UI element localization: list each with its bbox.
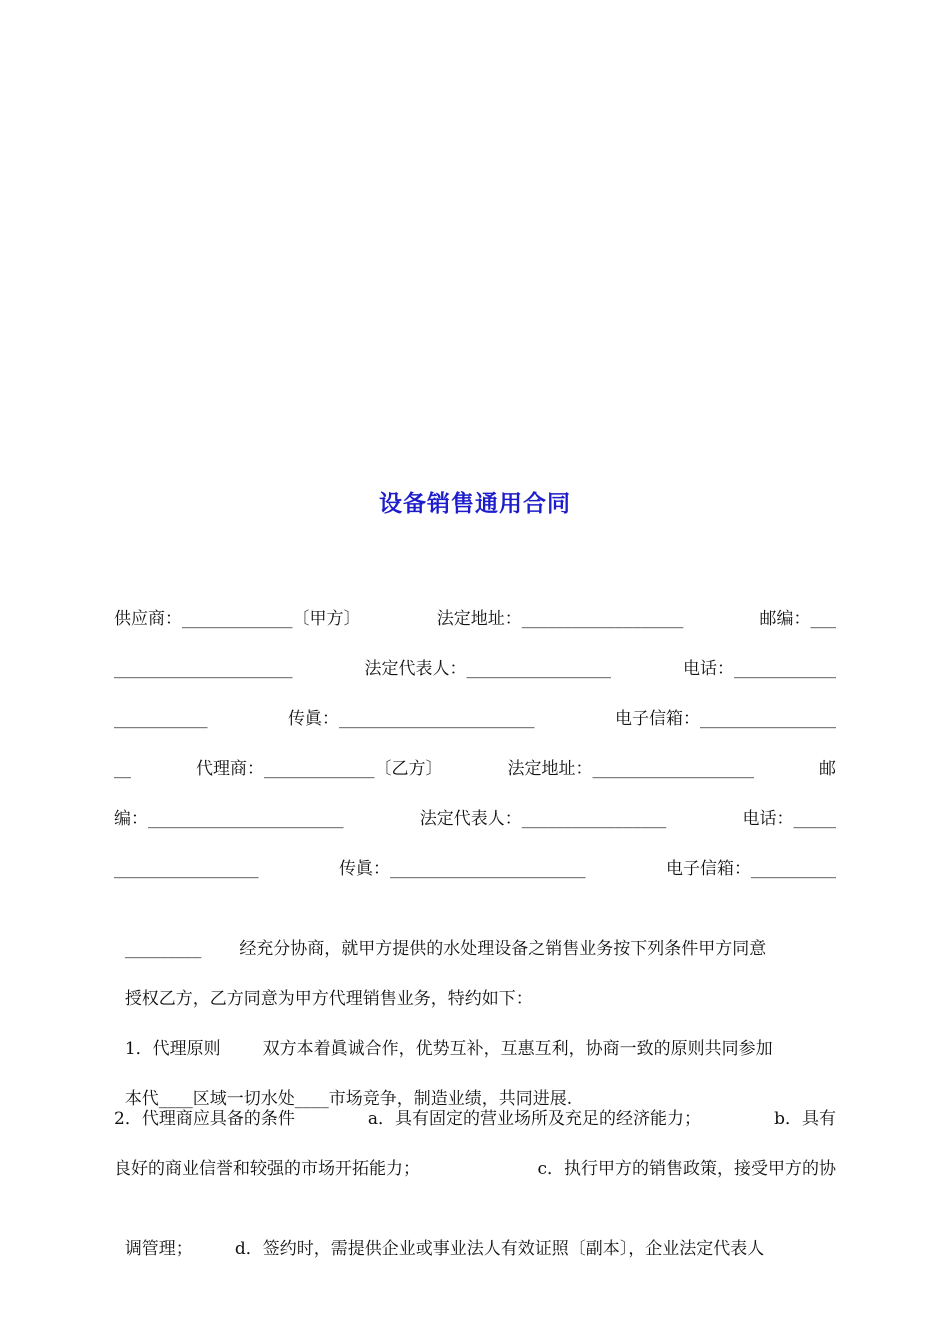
address-field: 法定地址：___________________: [436, 609, 684, 629]
clause-text: 双方本着眞诚合作，优势互补，互惠互利，协商一致的原则共同参加: [262, 1039, 773, 1059]
clause-2-line-2: [114, 1154, 836, 1184]
party-b-line-3: [114, 854, 836, 884]
party-a-line-2: [114, 654, 836, 684]
clause-text: 良好的商业信誉和较强的市场开拓能力；: [114, 1159, 420, 1179]
fax-field: 传眞：_______________________: [288, 709, 535, 729]
legal-rep-field: 法定代表人：_________________: [364, 659, 611, 679]
agent-field: 代理商：_____________〔乙方〕: [196, 759, 443, 779]
phone-field: 电话：_____: [742, 809, 836, 829]
party-a-line-3: [114, 704, 836, 734]
email-field: 电子信箱：________________: [615, 709, 836, 729]
address-field: 法定地址：___________________: [507, 759, 754, 779]
clause-2-line-1: [114, 1104, 836, 1134]
phone-field: 电话：____________: [683, 659, 836, 679]
clause-item-c: c．执行甲方的销售政策，接受甲方的协: [537, 1159, 836, 1179]
email-field: 电子信箱：__________: [666, 859, 836, 879]
clause-item-b: b．具有: [774, 1109, 836, 1129]
clause-heading: 1．代理原则: [124, 1039, 221, 1059]
clause-2-line-3: [114, 1204, 836, 1259]
legal-rep-field: 法定代表人：_________________: [419, 809, 667, 829]
preamble-text: 授权乙方，乙方同意为甲方代理销售业务，特约如下：: [124, 989, 533, 1009]
preamble-line-2: [114, 954, 836, 1009]
party-b-line-2: [114, 804, 836, 834]
document-title: 设备销售通用合同: [379, 491, 571, 517]
postcode-label: 邮: [819, 759, 836, 779]
party-b-line-1: [114, 754, 836, 784]
fax-field: 传眞：_______________________: [339, 859, 586, 879]
postcode-field: 编：_______________________: [114, 809, 344, 829]
clause-text: 本代____区域一切水处____市场竞争，制造业绩，共同进展.: [124, 1089, 573, 1109]
blank-field: _________: [124, 939, 202, 959]
blank-field: _________________: [114, 859, 259, 879]
blank-field: __: [114, 759, 131, 779]
postcode-field: 邮编：___: [759, 609, 836, 629]
party-a-line-1: [114, 604, 836, 634]
clause-1-line-1: [114, 1004, 836, 1059]
clause-text: 调管理；: [124, 1239, 193, 1259]
blank-field: ___________: [114, 709, 208, 729]
clause-item-a: a．具有固定的营业场所及充足的经济能力；: [367, 1109, 702, 1129]
preamble-text: 经充分协商，就甲方提供的水处理设备之销售业务按下列条件甲方同意: [239, 939, 767, 959]
supplier-field: 供应商：_____________〔甲方〕: [114, 609, 361, 629]
clause-1-line-2: [114, 1054, 836, 1109]
preamble-line-1: [114, 904, 836, 959]
clause-heading: 2．代理商应具备的条件: [114, 1109, 295, 1129]
blank-field: _____________________: [114, 659, 293, 679]
clause-item-d: d．签约时，需提供企业或事业法人有效证照〔副本〕，企业法定代表人: [234, 1239, 765, 1259]
